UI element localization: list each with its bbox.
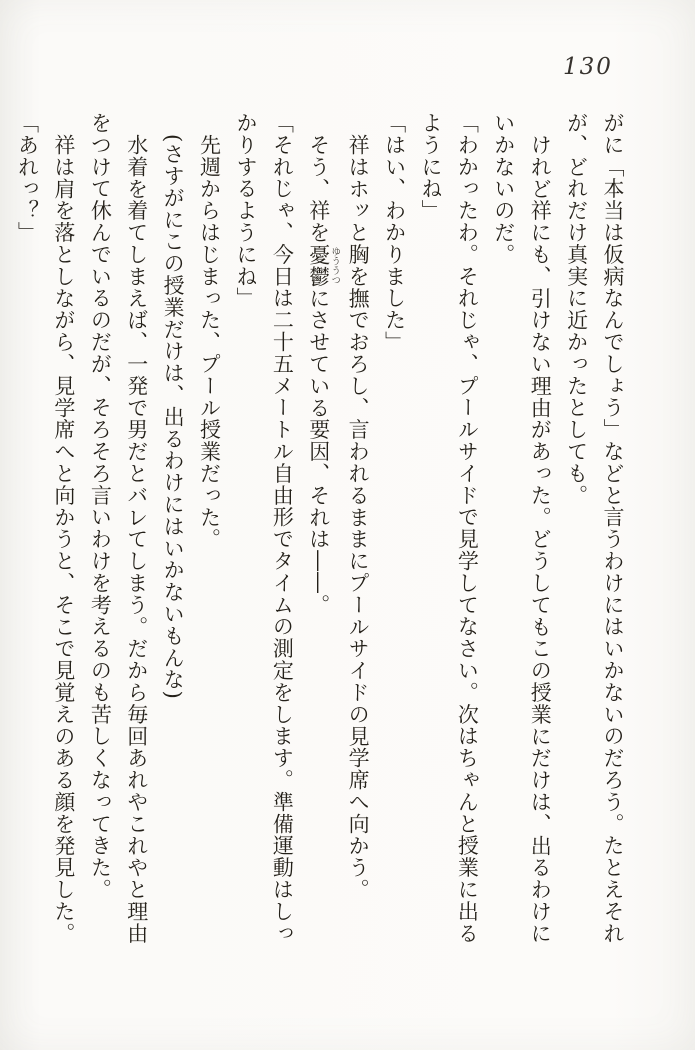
line-text: がに「本当は仮病なんでしょう」などと言うわけにはいかないのだろう。たとえそれ (601, 112, 625, 945)
ruby-annotated-word (306, 243, 341, 288)
line-text: 「あれっ？」 (15, 112, 40, 244)
line-text: をつけて休んでいるのだが、そろそろ言いわけを考えるのも苦しくなってきた。 (88, 112, 113, 901)
line-text: 祥は肩を落としながら、見学席へと向かうと、そこで見覚えのある顔を発見した。 (51, 134, 76, 945)
line-text: そう、祥を (306, 134, 331, 244)
text-block (11, 112, 631, 948)
text-line (228, 112, 264, 948)
text-line (300, 112, 339, 970)
text-line (82, 112, 118, 948)
line-text: ようにね」 (418, 112, 443, 222)
line-text: かりするようにね」 (233, 112, 258, 310)
line-text: 祥はホッと胸を撫でおろし、言われるままにプールサイドの見学席へ向かう。 (346, 134, 371, 901)
text-line (595, 112, 631, 948)
page-number: 130 (563, 54, 613, 80)
furigana: ゆううつ (329, 243, 341, 288)
line-text: にさせている要因、それは――。 (306, 287, 331, 616)
text-line (191, 112, 227, 970)
line-text: 水着を着てしまえば、一発で男だとバレてしまう。だから毎回あれやこれやと理由 (124, 134, 149, 945)
text-line (449, 112, 485, 948)
text-line (9, 112, 45, 948)
line-text: 「はい、わかりました」 (382, 112, 407, 353)
text-line (413, 112, 449, 948)
text-line (340, 112, 376, 970)
text-line (522, 112, 558, 970)
line-text: 「それじゃ、今日は二十五メートル自由形でタイムの測定をします。準備運動はしっ (270, 112, 295, 945)
text-line (46, 112, 82, 970)
text-line (485, 112, 521, 948)
line-text: けれど祥にも、引けない理由があった。どうしてもこの授業にだけは、出るわけに (528, 134, 553, 945)
line-text: (さすがにこの授業だけは、出るわけにはいかないもんな) (161, 134, 186, 700)
text-line (558, 112, 594, 948)
text-line (118, 112, 154, 970)
line-text: 先週からはじまった、プール授業だった。 (197, 134, 222, 551)
line-text: いかないのだ。 (491, 112, 516, 266)
ruby-base: 憂鬱 (306, 243, 331, 288)
text-line (155, 112, 191, 970)
line-text: 「わかったわ。それじゃ、プールサイドで見学してなさい。次はちゃんと授業に出る (455, 112, 480, 945)
text-line (264, 112, 300, 948)
text-line (376, 112, 412, 948)
line-text: が、どれだけ真実に近かったとしても。 (564, 112, 589, 507)
